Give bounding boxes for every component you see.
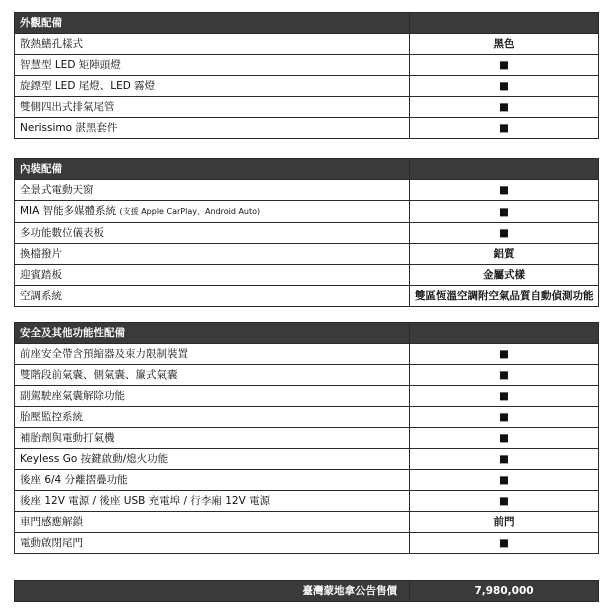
spec-label-text: 胎壓監控系統 <box>20 411 83 423</box>
spec-label <box>15 286 410 307</box>
table-row <box>15 244 599 265</box>
spec-label <box>15 365 410 386</box>
table-row <box>15 449 599 470</box>
spec-label <box>15 201 410 223</box>
spec-label <box>15 180 410 201</box>
safety-equipment-table <box>14 322 599 554</box>
spec-label <box>15 55 410 76</box>
spec-label-text: 換檔撥片 <box>20 248 62 260</box>
spec-label <box>15 97 410 118</box>
table-row <box>15 118 599 139</box>
spec-label-text: Nerissimo 湛黑套件 <box>20 122 118 134</box>
spec-label <box>15 386 410 407</box>
table-row <box>15 533 599 554</box>
spec-label <box>15 223 410 244</box>
price-value: 7,980,000 <box>410 581 599 602</box>
spec-value: 金屬式樣 <box>410 265 599 286</box>
spec-label <box>15 512 410 533</box>
spec-label-text: Keyless Go 按鍵啟動/熄火功能 <box>20 453 169 465</box>
spec-label <box>15 118 410 139</box>
standard-equipment-mark: ■ <box>410 407 599 428</box>
spec-label-text: 車門感應解鎖 <box>20 516 83 528</box>
table-header-row <box>15 159 599 180</box>
standard-equipment-mark: ■ <box>410 55 599 76</box>
safety-rows <box>15 344 599 554</box>
table-row <box>15 386 599 407</box>
table-row <box>15 286 599 307</box>
standard-equipment-mark: ■ <box>410 533 599 554</box>
table-row <box>15 76 599 97</box>
table-row <box>15 512 599 533</box>
table-row <box>15 180 599 201</box>
table-row <box>15 344 599 365</box>
spec-label <box>15 344 410 365</box>
table-row <box>15 470 599 491</box>
table-row <box>15 265 599 286</box>
spec-label-text: 雙側四出式排氣尾管 <box>20 101 115 113</box>
table-row <box>15 365 599 386</box>
spec-value: 前門 <box>410 512 599 533</box>
spec-label-text: 旋鏢型 LED 尾燈、LED 霧燈 <box>20 80 156 92</box>
standard-equipment-mark: ■ <box>410 386 599 407</box>
spec-label-text: 補胎劑與電動打氣機 <box>20 432 115 444</box>
table-row <box>15 491 599 512</box>
spec-value: 黑色 <box>410 34 599 55</box>
spec-label-text: 雙階段前氣囊、側氣囊、簾式氣囊 <box>20 369 178 381</box>
table-row <box>15 428 599 449</box>
standard-equipment-mark: ■ <box>410 180 599 201</box>
spec-label-text: 副駕駛座氣囊解除功能 <box>20 390 125 402</box>
spec-label <box>15 470 410 491</box>
spec-label-text: 多功能數位儀表板 <box>20 227 104 239</box>
exterior-rows <box>15 34 599 139</box>
spec-label <box>15 244 410 265</box>
standard-equipment-mark: ■ <box>410 449 599 470</box>
standard-equipment-mark: ■ <box>410 470 599 491</box>
price-table <box>14 580 599 602</box>
table-row <box>15 97 599 118</box>
header-value-cell <box>410 159 599 180</box>
standard-equipment-mark: ■ <box>410 365 599 386</box>
standard-equipment-mark: ■ <box>410 223 599 244</box>
spec-label-text: 空調系統 <box>20 290 62 302</box>
price-row <box>15 581 599 602</box>
table-row <box>15 34 599 55</box>
spec-label <box>15 407 410 428</box>
standard-equipment-mark: ■ <box>410 97 599 118</box>
spec-label-text: 全景式電動天窗 <box>20 184 94 196</box>
spec-label <box>15 76 410 97</box>
exterior-equipment-table <box>14 12 599 139</box>
spec-label <box>15 533 410 554</box>
spec-value: 鋁質 <box>410 244 599 265</box>
standard-equipment-mark: ■ <box>410 491 599 512</box>
spec-value: 雙區恆溫空調附空氣品質自動偵測功能 <box>410 286 599 307</box>
header-value-cell <box>410 323 599 344</box>
table-row <box>15 407 599 428</box>
table-row <box>15 223 599 244</box>
interior-equipment-table <box>14 158 599 307</box>
table-row <box>15 55 599 76</box>
standard-equipment-mark: ■ <box>410 76 599 97</box>
table-header-row <box>15 13 599 34</box>
price-label: 臺灣蒙地拿公告售價 <box>15 581 410 602</box>
section-title-safety: 安全及其他功能性配備 <box>15 323 410 344</box>
section-title-interior: 內裝配備 <box>15 159 410 180</box>
spec-label <box>15 449 410 470</box>
spec-label-text: MIA 智能多媒體系統 <box>20 205 117 217</box>
spec-label-text: 後座 12V 電源 / 後座 USB 充電埠 / 行李廂 12V 電源 <box>20 495 271 507</box>
spec-label-text: 智慧型 LED 矩陣頭燈 <box>20 59 121 71</box>
table-row <box>15 201 599 223</box>
standard-equipment-mark: ■ <box>410 428 599 449</box>
section-title-exterior: 外觀配備 <box>15 13 410 34</box>
standard-equipment-mark: ■ <box>410 118 599 139</box>
spec-label <box>15 428 410 449</box>
standard-equipment-mark: ■ <box>410 344 599 365</box>
spec-label-note: (支援 Apple CarPlay、Android Auto) <box>119 207 261 216</box>
spec-label-text: 電動啟閉尾門 <box>20 537 83 549</box>
spec-label-text: 前座安全帶含預縮器及束力限制裝置 <box>20 348 188 360</box>
interior-rows <box>15 180 599 307</box>
spec-label <box>15 34 410 55</box>
header-value-cell <box>410 13 599 34</box>
spec-label-text: 迎賓踏板 <box>20 269 62 281</box>
table-header-row <box>15 323 599 344</box>
spec-label <box>15 491 410 512</box>
spec-label-text: 散熱鰭孔樣式 <box>20 38 83 50</box>
spec-label <box>15 265 410 286</box>
spec-label-text: 後座 6/4 分離摺疊功能 <box>20 474 128 486</box>
standard-equipment-mark: ■ <box>410 201 599 223</box>
